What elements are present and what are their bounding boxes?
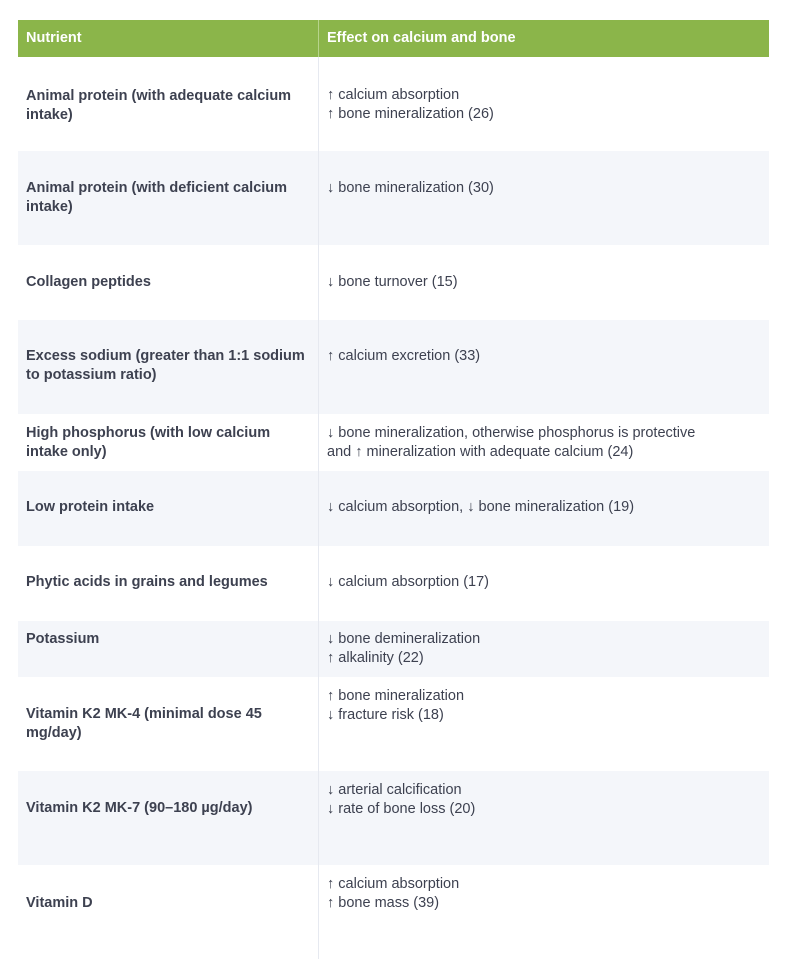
table-row [18, 621, 769, 677]
nutrient-cell: Vitamin K2 MK-7 (90–180 µg/day) [26, 800, 253, 816]
table-row [18, 245, 769, 320]
nutrient-cell: Animal protein (with deficient calcium intake) [26, 180, 288, 215]
effect-line: ↓ bone turnover (15) [327, 274, 458, 290]
nutrient-cell: Low protein intake [26, 499, 155, 515]
effect-line: ↓ calcium absorption (17) [327, 574, 489, 590]
nutrient-cell: Excess sodium (greater than 1:1 sodium to potassium ratio) [26, 348, 305, 383]
nutrient-cell: Phytic acids in grains and legumes [26, 574, 268, 590]
table-row [18, 771, 769, 865]
effect-line: and ↑ mineralization with adequate calcium (24) [327, 443, 634, 460]
effect-line: ↓ fracture risk (18) [327, 706, 444, 723]
effect-line: ↓ bone mineralization, otherwise phosphorus is protective [327, 425, 696, 441]
effect-line: ↓ bone demineralization [327, 631, 481, 647]
effect-line: ↑ bone mineralization [327, 688, 465, 704]
effect-line: ↓ arterial calcification [327, 782, 462, 798]
nutrient-cell: Collagen peptides [26, 274, 151, 290]
effect-line: ↑ calcium excretion (33) [327, 348, 481, 364]
effect-line: ↑ bone mass (39) [327, 894, 440, 911]
table-header-row [18, 20, 769, 57]
table-row [18, 320, 769, 414]
effect-line: ↓ rate of bone loss (20) [327, 800, 476, 817]
nutrient-cell: Vitamin K2 MK-4 (minimal dose 45 mg/day) [26, 706, 262, 741]
table-row [18, 151, 769, 245]
table-row [18, 546, 769, 621]
header-nutrient: Nutrient [18, 20, 319, 57]
nutrient-cell: High phosphorus (with low calcium intake only) [26, 425, 271, 460]
table-row [18, 677, 769, 771]
nutrient-effects-table [18, 20, 769, 959]
effect-line: ↑ alkalinity (22) [327, 649, 424, 666]
table-row [18, 57, 769, 151]
table-row [18, 865, 769, 959]
header-effect: Effect on calcium and bone [327, 30, 516, 47]
nutrient-cell: Potassium [26, 631, 100, 647]
effect-line: ↑ calcium absorption [327, 87, 460, 103]
table-row [18, 471, 769, 546]
nutrient-cell: Vitamin D [26, 895, 93, 911]
nutrient-cell: Animal protein (with adequate calcium intake) [26, 88, 292, 123]
effect-line: ↑ calcium absorption [327, 876, 460, 892]
effect-line: ↓ bone mineralization (30) [327, 180, 494, 196]
effect-line: ↑ bone mineralization (26) [327, 105, 494, 122]
table-row [18, 414, 769, 471]
effect-line: ↓ calcium absorption, ↓ bone mineralization (19) [327, 499, 635, 515]
